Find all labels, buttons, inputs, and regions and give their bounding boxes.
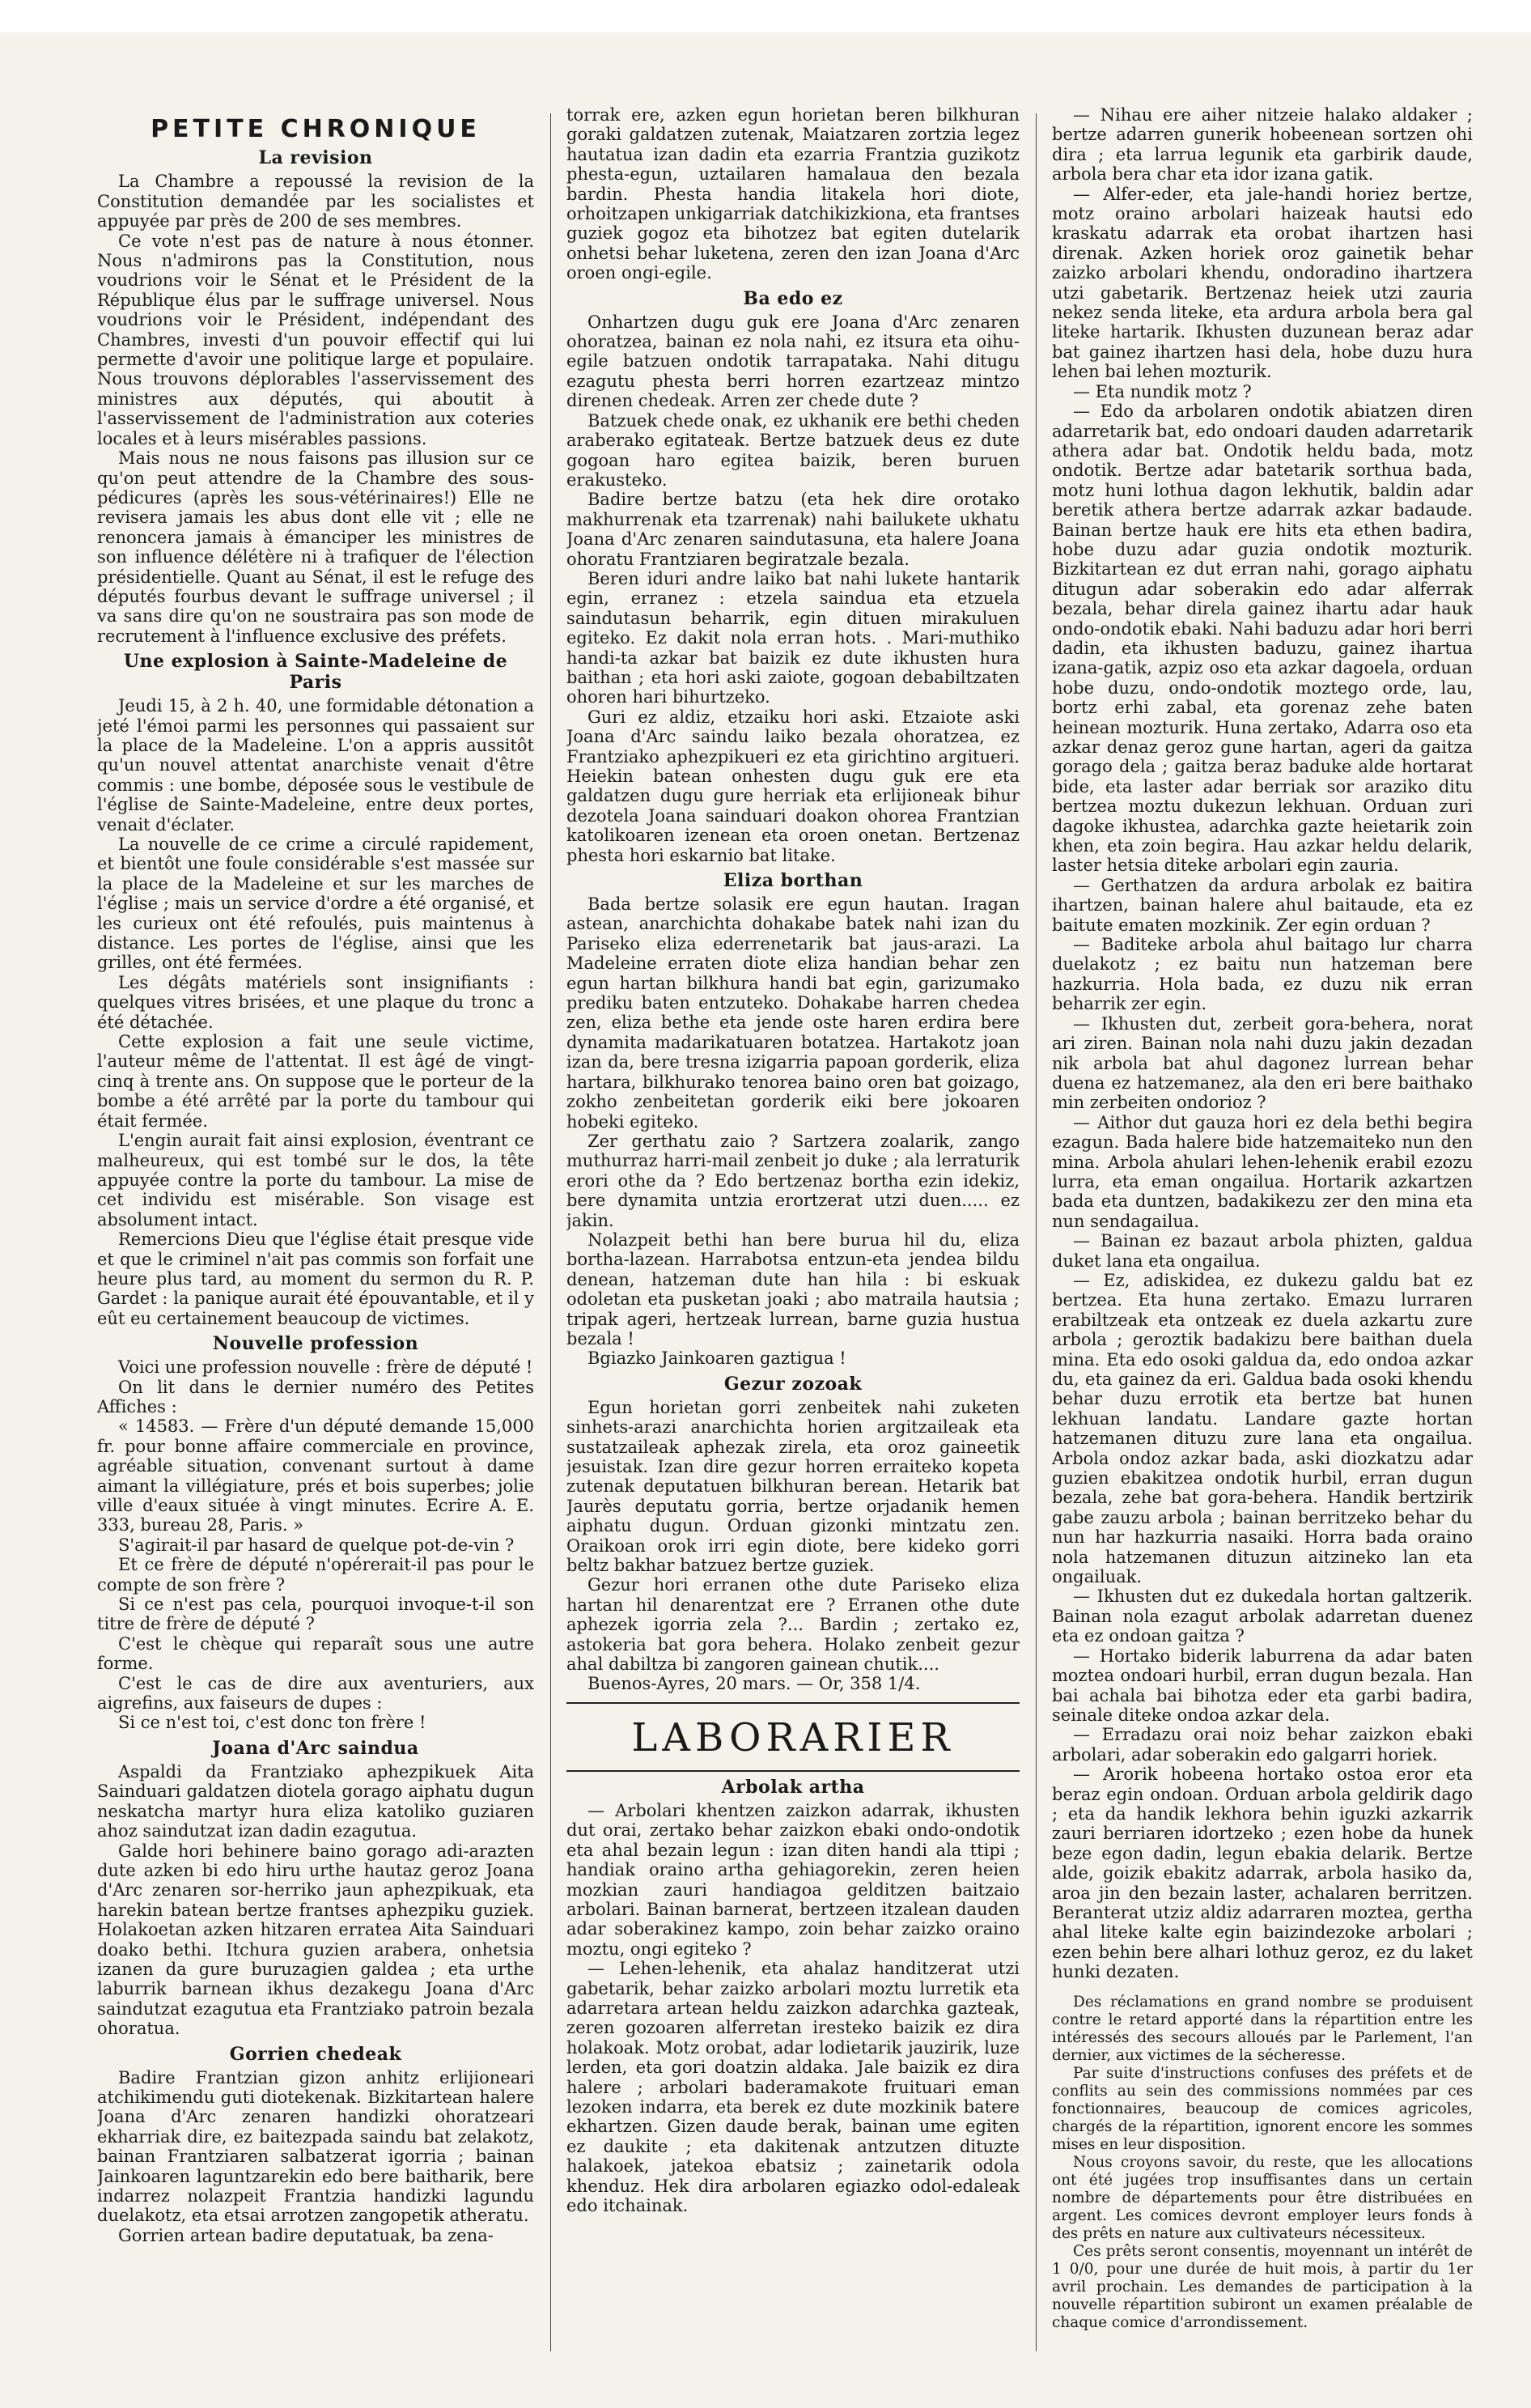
article-heading-revision: La revision — [258, 147, 373, 169]
article-heading-profession: Nouvelle profession — [212, 1333, 419, 1355]
article-heading-gezur: Gezur zozoak — [723, 1373, 863, 1395]
paragraph: — Ikhusten dut, zerbeit gora-behera, norat ari ziren. Bainan nola nahi duzu jakin dezadan nik arbola bat ahul dagonez lurrean behar duena ez hatzemanez, ala den eri bere baithako min zerbeiten ondorioz ? — [1052, 1013, 1473, 1113]
paragraph: torrak ere, azken egun horietan beren bilkhuran goraki galdatzen zutenak, Maiatzaren zortzia legez hautatua izan dadin eta ezarria Frantzia guzikotz phesta-egun, uztailaren hamalaua den bezala bardin. Phesta handia litakela hori diote, orhoitzapen unkigarriak datchikizkiona, eta frantses guziek gogoz eta bihotzez bat egiten dutelarik onhetsi behar luketena, zeren den izan Joana d'Arc oroen ongi-egile. — [566, 105, 1020, 283]
paragraph: — Arbolari khentzen zaizkon adarrak, ikhusten dut orai, zertako behar zaizkon ebaki ondo-ondotik eta ahal bezain legun : izan diten handi ala ttipi ; handiak oraino artha gehiagorekin, zeren heien mozkian zauri handiagoa gelditzen baitzaio arbolari. Bainan barnerat, bertzeen itzalean dauden adar soberakinez kampo, zoin behar zaizko oraino moztu, ongi egiteko ? — [566, 1800, 1020, 1959]
paragraph: Si ce n'est pas cela, pourquoi invoque-t-il son titre de frère de député ? — [97, 1595, 534, 1634]
paragraph: Beren iduri andre laiko bat nahi lukete hantarik egin, erranez : etzela saindua eta etzuela saindutasun beharrik, egin dituen mirakuluen egiteko. Ez dakit nola erran hots. . Mari-muthiko handi-ta azkar bat baizik ez dute ikhusten hura baithan ; eta hori aski zaiote, gogoan debabiltzaten ohoren hari bihurtzeko. — [566, 568, 1020, 707]
notice-paragraph: Ces prêts seront consentis, moyennant un intérêt de 1 0/0, pour une durée de huit mois, à partir du 1er avril prochain. Les demandes de participation à la nouvelle répartition subiront un examen préalable de chaque comice d'arrondissement. — [1052, 2242, 1473, 2331]
article-heading-explosion: Une explosion à Sainte-Madeleine de Paris — [123, 651, 508, 694]
paragraph: Remercions Dieu que l'église était presque vide et que le criminel n'ait pas commis son forfait une heure plus tard, au moment du sermon du R. P. Gardet : la panique aurait été épouvantable, et il y eût eu certainement beaucoup de victimes. — [97, 1229, 534, 1328]
scan-margin — [0, 0, 1531, 32]
article-heading-joana: Joana d'Arc saindua — [212, 1737, 419, 1759]
paragraph: C'est le cas de dire aux aventuriers, aux aigrefins, aux faiseurs de dupes : — [97, 1673, 534, 1714]
article-heading-gorrien: Gorrien chedeak — [229, 2043, 402, 2065]
paragraph: Guri ez aldiz, etzaiku hori aski. Etzaiote aski Joana d'Arc saindu laiko bezala ohoratzea, ez Frantziako aphezpikueri ez eta girichtino argitueri. Heiekin batean onhesten dugu guk ere eta galdatzen dugu gure herriak eta erlijioneak bihur dezotela Joana sainduari doakon ohorea Frantzian katolikoaren izenean eta oroen onetan. Bertzenaz phesta hori eskarnio bat litake. — [566, 707, 1020, 865]
paragraph: Batzuek chede onak, ez ukhanik ere bethi cheden araberako egitateak. Bertze batzuek deus ez dute gogoan haro egitea baizik, beren buruen erakusteko. — [566, 410, 1020, 490]
paragraph: C'est le chèque qui reparaît sous une autre forme. — [97, 1633, 534, 1674]
paragraph: — Ikhusten dut ez dukedala hortan galtzerik. Bainan nola ezagut arbolak adarretan duenez eta ez ondoan gaitza ? — [1052, 1586, 1473, 1646]
paragraph: Galde hori behinere baino gorago adi-arazten dute azken bi edo hiru urthe hautaz geroz Joana d'Arc zenaren sor-herriko jaun aphezpikuak, eta harekin batean bertze frantses aphezpiku guziek. Holakoetan azken hitzaren erratea Aita Sainduari doako bethi. Itchura guzien arabera, onhetsia izanen da gure buruzagien galdea ; eta urthe laburrik barnean ikhus dezakegu Joana d'Arc saindutzat ezagutua eta Frantziako patroin bezala ohoratua. — [97, 1841, 534, 2039]
paragraph: Nolazpeit bethi han bere burua hil du, eliza bortha-lazean. Harrabotsa entzun-eta jendea bildu denean, hatzeman dute han hila : bi eskuak odoletan eta pusketan joaki ; abo matraila hautsia ; tripak ageri, hertzeak lurrean, barne guzia hustua bezala ! — [566, 1229, 1020, 1348]
notice-paragraph: Nous croyons savoir, du reste, que les allocations ont été jugées trop insuffisantes dans un certain nombre de départements pour être distribuées en argent. Les comices devront employer leurs fonds à des prêts en nature aux cultivateurs nécessiteux. — [1052, 2153, 1473, 2242]
paragraph: On lit dans le dernier numéro des Petites Affiches : — [97, 1377, 534, 1416]
paragraph: S'agirait-il par hasard de quelque pot-de-vin ? — [118, 1535, 515, 1555]
dateline: Buenos-Ayres, 20 mars. — Or, 358 1/4. — [587, 1674, 921, 1694]
paragraph: — Bainan ez bazaut arbola phizten, galdua duket lana eta ongailua. — [1052, 1231, 1473, 1271]
paragraph: L'engin aurait fait ainsi explosion, éventrant ce malheureux, qui est tombé sur le dos, la tête appuyée contre la porte du tambour. La mise de cet individu est misérable. Son visage est absolument intact. — [97, 1131, 534, 1229]
paragraph: Les dégâts matériels sont insignifiants : quelques vitres brisées, et une plaque du tronc a été détachée. — [97, 972, 534, 1032]
paragraph: — Ez, adiskidea, ez dukezu galdu bat ez bertzea. Eta huna zertako. Emazu lurraren erabiltzeak eta ontzeak ez duela azkartu zure arbola ; geroztik badakizu bere baithan duela mina. Eta edo osoki galdua da, edo ondoa azkar du, eta gainez da eri. Galdua bada osoki khendu behar duzu errotik eta bertze bat hunen lekhuan landatu. Landare gazte hortan hatzemanen dituzu zure lana eta ongailua. Arbola ondoz azkar bada, aski diozkatzu adar guzien ebakitzea ondotik hurbil, erran dugun bezala, zehe bat gora-behera. Handik bertzirik gabe zauzu arbola ; bainan berritzeko behar du nun har hazkurria nasaiki. Horra bada oraino nola hatzemanen dituzun aitzineko lan eta ongailuak. — [1052, 1270, 1473, 1587]
paragraph: Voici une profession nouvelle : frère de député ! — [118, 1357, 533, 1378]
paragraph: Badire Frantzian gizon anhitz erlijioneari atchikimendu guti diotekenak. Bizkitartean halere Joana d'Arc zenaren handizki ohoratzeari ekharriak dire, ez baitezpada saindu bat zelakotz, bainan Frantziaren salbatzerat igorria ; bainan Jainkoaren laguntzarekin edo bere baitharik, bere indarrez nolazpeit Frantzia handizki lagundu duelakotz, eta etsai arrotzen zangopetik atheratu. — [97, 2067, 534, 2226]
paragraph: — Eta nundik motz ? — [1073, 381, 1252, 401]
paragraph: Gorrien artean badire deputatuak, ba zena- — [118, 2225, 494, 2245]
column-1 — [97, 105, 534, 2359]
notice-paragraph: Par suite d'instructions confuses des préfets et de conflits au sein des commissions nommées par ces fonctionnaires, beaucoup de comices agricoles, chargés de la répartition, ignorent encore les sommes mises en leur disposition. — [1052, 2064, 1473, 2153]
paragraph: — Edo da arbolaren ondotik abiatzen diren adarretarik bat, edo ondoari dauden adarretarik athera adar bat. Ondotik heldu bada, motz ondotik. Bertze adar batetarik sorthua bada, motz huni lothua dagon lekhutik, baldin adar beretik athera bertze adarrak azkar badaude. Bainan bertze hauk ere hits eta ethen badira, hobe duzu adar guzia ondotik mozturik. Bizkitartean ez dut erran nahi, gorago aiphatu ditugun adar soberakin edo adar alferrak bezala, behar direla gainez ihartu adar hauk ondo-ondotik ebaki. Nahi baduzu adar hori berri dadin, eta ikhusten baduzu, gainez ihartua izana-gatik, azpiz oso eta azkar dagoela, orduan hobe duzu, ondo-ondotik moztego orde, lau, bortz erhi zabal, eta gorenaz zehe baten heinean mozturik. Huna zertako, Adarra oso eta azkar denaz geroz gune hartan, ageri da gaitza gorago dela ; gaitza beraz baduke alde hortarat bide, eta laster adar berriak sor araziko ditu bertzea moztu dukezun lekhuan. Orduan zuri dagoke ikhustea, adarchka gazte heietarik zoin khen, eta zoin begira. Hau azkar heldu delarik, laster hetsia diteke arbolari egin zauria. — [1052, 401, 1473, 876]
paragraph: — Gerthatzen da ardura arbolak ez baitira ihartzen, bainan halere ahul baitaude, eta ez baitute ematen mozkinik. Zer egin orduan ? — [1052, 875, 1473, 935]
paragraph: Gezur hori erranen othe dute Pariseko eliza hartan hil denarentzat ere ? Erranen othe dute aphezek igorria zela ?... Bardin ; zertako ez, astokeria bat gora behera. Holako zenbeit gezur ahal dabiltza bi zangoren gainean chutik.... — [566, 1575, 1020, 1675]
paragraph: « 14583. — Frère d'un député demande 15,000 fr. pour bonne affaire commerciale en province, agréable situation, convenant surtout à dame aimant la villégiature, prés et bois superbes; jolie ville d'eaux située à vingt minutes. Ecrire A. E. 333, bureau 28, Paris. » — [97, 1416, 534, 1535]
paragraph: Badire bertze batzu (eta hek dire orotako makhurrenak eta tzarrenak) nahi bailukete ukhatu Joana d'Arc zenaren saindutasuna, eta halere Joana ohoratu Frantziaren begiratzale bezala. — [566, 490, 1020, 569]
section-divider — [566, 1770, 1020, 1772]
paragraph: — Lehen-lehenik, eta ahalaz handitzerat utzi gabetarik, behar zaizko arbolari moztu lurretik eta adarretara artean heldu zaizkon adarchka gazteak, zeren gozoaren alferretan iresteko baizik ez dira holakoak. Motz orobat, adar lodietarik jauzirik, luze lerden, eta gori doatzin aldaka. Jale baizik ez dira halere ; arbolari baderamakote fruituari eman lezoken indarra, eta berek ez dute mozkinik batere ekhartzen. Gizen daude berak, bainan ume egiten ez daukite ; eta dakitenak antzutzen dituzte halakoek, jatekoa ebatsiz ; zainetarik odola khenduz. Hek dira arbolaren egiazko odol-edaleak edo itchainak. — [566, 1959, 1020, 2215]
notice-paragraph: Des réclamations en grand nombre se produisent contre le retard apporté dans la répartition entre les intéressés des secours alloués par le Parlement, l'an dernier, aux victimes de la sécheresse. — [1052, 1993, 1473, 2064]
section-divider — [566, 1702, 1020, 1704]
paragraph: Onhartzen dugu guk ere Joana d'Arc zenaren ohoratzea, bainan ez nola nahi, ez itsura eta oihu-egile batzuen ondotik tarrapataka. Nahi ditugu ezagutu phesta berri horren ezartzeaz mintzo direnen chedeak. Arren zer chede dute ? — [566, 312, 1020, 411]
section-title-laborarier: LABORARIER — [631, 1714, 955, 1760]
paragraph: Aspaldi da Frantziako aphezpikuek Aita Sainduari galdatzen diotela gorago aiphatu dugun neskatcha martyr hura eliza katoliko guziaren ahoz saindutzat izan dadin ezagutua. — [97, 1761, 534, 1841]
paragraph: La Chambre a repoussé la revision de la Constitution demandée par les socialistes et appuyée par près de 200 de ses membres. — [97, 172, 534, 231]
section-masthead: PETITE CHRONIQUE — [151, 115, 481, 143]
article-heading-arbolak: Arbolak artha — [721, 1776, 865, 1798]
paragraph: Si ce n'est toi, c'est donc ton frère ! — [118, 1713, 426, 1733]
spacer — [1052, 1982, 1473, 1994]
paragraph: La nouvelle de ce crime a circulé rapidement, et bientôt une foule considérable s'est massée sur la place de la Madeleine et sur les marches de l'église ; mais un service d'ordre a été organisé, et les curieux ont été refoulés, puis maintenus à distance. Les portes de l'église, ainsi que les grilles, ont été fermées. — [97, 835, 534, 973]
paragraph: Zer gerthatu zaio ? Sartzera zoalarik, zango muthurraz harri-mail zenbeit jo duke ; ala lerraturik erori othe da ? Edo bertzenaz bortha ezin idekiz, bere dynamita untzia erortzerat utzi duen..... ez jakin. — [566, 1131, 1020, 1230]
paragraph: — Erradazu orai noiz behar zaizkon ebaki arbolari, adar soberakin edo galgarri horiek. — [1052, 1725, 1473, 1765]
paragraph: Jeudi 15, à 2 h. 40, une formidable détonation a jeté l'émoi parmi les personnes qui passaient sur la place de la Madeleine. L'on a appris aussitôt qu'un nouvel attentat anarchiste venait d'être commis : une bombe, déposée sous le vestibule de l'église de Sainte-Madeleine, entre deux portes, venait d'éclater. — [97, 696, 534, 835]
paragraph: Egun horietan gorri zenbeitek nahi zuketen sinhets-arazi anarchichta horien argitzaileak eta sustatzaileak aphezak zirela, eta oroz gaineetik jesuistak. Izan dire gezur horren erraiteko kopeta zutenak deputatuen bilkhuran berean. Hetarik bat Jaurès deputatu gorria, bertze orjadanik hemen aiphatu dugun. Orduan gizonki mintzatu zen. Oraikoan orok irri egin diote, bere kideko gorri beltz bakhar batzuez bertze guziek. — [566, 1397, 1020, 1576]
paragraph: — Baditeke arbola ahul baitago lur charra duelakotz ; ez baitu nun hatzeman bere hazkurria. Hola bada, ez duzu nik erran beharrik zer egin. — [1052, 935, 1473, 1014]
paragraph: Ce vote n'est pas de nature à nous étonner. Nous n'admirons pas la Constitution, nous voudrions voir le Sénat et le Président de la République élus par le suffrage universel. Nous voudrions voir le Président, indépendant des Chambres, investi d'un pouvoir effectif qui lui permette d'avoir une politique large et populaire. Nous trouvons déplorables l'asservissement des ministres aux députés, qui aboutit à l'asservissement de l'administration aux coteries locales et à leurs misérables passions. — [97, 231, 534, 448]
paragraph: Bgiazko Jainkoaren gaztigua ! — [587, 1348, 846, 1369]
column-divider — [1036, 113, 1037, 2351]
paragraph: Et ce frère de député n'opérerait-il pas pour le compte de son frère ? — [97, 1555, 534, 1595]
paragraph: — Alfer-eder, eta jale-handi horiez bertze, motz oraino arbolari haizeak hautsi edo kraskatu adarrak eta orobat ihartzen hasi direnak. Azken horiek oroz gainetik behar zaizko arbolari khendu, ondoradino ihartzera utzi gabetarik. Bertzenaz heiek utzi zauria nekez senda liteke, eta ardura arbola bera gal liteke hartarik. Ikhusten duzunean beraz adar bat gainez ihartzen hasi dela, hobe duzu hura lehen bai lehen mozturik. — [1052, 184, 1473, 382]
article-heading-eliza: Eliza borthan — [723, 870, 863, 892]
column-divider — [550, 113, 551, 2351]
paragraph: — Aithor dut gauza hori ez dela bethi begira ezagun. Bada halere bide hatzemaiteko nun den mina. Arbola ahulari lehen-lehenik erabil ezozu lurra, eta eman ongailua. Hortarik azkartzen bada eta duntzen, badakikezu zer den mina eta nun sendagailua. — [1052, 1112, 1473, 1231]
paragraph: Bada bertze solasik ere egun hautan. Iragan astean, anarchichta dohakabe batek nahi izan du Pariseko eliza ederrenetarik bat jaus-arazi. La Madeleine erraten diote eliza handian behar zen egun hartan bilkhura handi bat egin, garizumako prediku baten entzuteko. Dohakabe harren chedea zen, eliza bethe eta jende oste haren erdira bere dynamita madarikatuaren botatzea. Hartakotz joan izan da, bere tresna izigarria papoan gorderik, eliza hartara, bilkhurako tenorea baino oren bat goizago, zokho zenbeitetan gorderik eiki bere jokoaren hobeki egiteko. — [566, 894, 1020, 1132]
column-2 — [566, 105, 1020, 2359]
paragraph: — Hortako biderik laburrena da adar baten moztea ondoari hurbil, erran dugun bezala. Han bai achala bai bihotza eder eta garbi badira, seinale diteke ondoa azkar dela. — [1052, 1646, 1473, 1725]
article-heading-bada: Ba edo ez — [743, 287, 843, 309]
paragraph: — Nihau ere aiher nitzeie halako aldaker ; bertze adarren gunerik hobeenean sortzen ohi dira ; eta larrua legunik eta garbirik daude, arbola bera char eta idor izana gatik. — [1052, 105, 1473, 185]
paragraph: — Arorik hobeena hortako ostoa eror eta beraz egin ondoan. Orduan arbola geldirik dago ; eta da handik lekhora behin iguzki azkarrik zauri berriaren idortzeko ; ezen hobe da hunek beze egon dadin, legun ebakia delarik. Bertze alde, goizik ebakitz adarrak, arbola hasiko da, aroa jin den bezain laster, achalaren berritzen. Beranterat utziz aldiz adarraren moztea, gertha ahal liteke kalte egin baizindezoke arbolari ; ezen behin bere alhari lothuz geroz, ez du laket hunki dezaten. — [1052, 1765, 1473, 1982]
paragraph: Cette explosion a fait une seule victime, l'auteur même de l'attentat. Il est âgé de vingt-cinq à trente ans. On suppose que le porteur de la bombe a été arrêté par la porte du tambour qui était fermée. — [97, 1032, 534, 1131]
column-3 — [1052, 105, 1473, 2359]
paragraph: Mais nous ne nous faisons pas illusion sur ce qu'on peut attendre de la Chambre des sous-pédicures (après les sous-vétérinaires!) Elle ne revisera jamais les abus dont elle vit ; elle ne renoncera jamais à émanciper les ministres de son influence délétère ni à trafiquer de l'élection présidentielle. Quant au Sénat, il est le refuge des députés fourbus devant le suffrage universel ; il va sans dire qu'on ne soustraira pas son mode de recrutement à l'influence exclusive des préfets. — [97, 448, 534, 646]
